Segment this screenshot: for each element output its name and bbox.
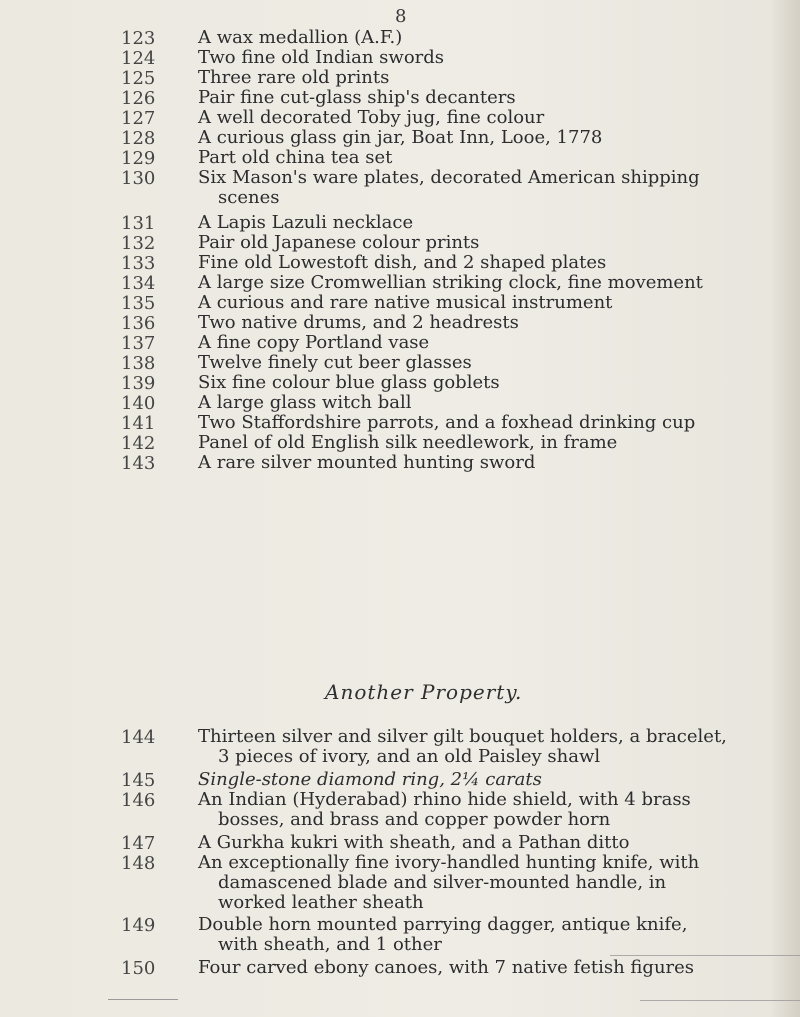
lot-description: Pair fine cut-glass ship's decanters xyxy=(198,87,516,108)
lot-number: 143 xyxy=(121,453,156,474)
lot-number: 128 xyxy=(121,128,156,149)
lot-number: 137 xyxy=(121,333,156,354)
lot-description: A large glass witch ball xyxy=(198,392,412,413)
lot-number: 126 xyxy=(121,88,156,109)
lot-number: 142 xyxy=(121,433,156,454)
lot-number: 147 xyxy=(121,833,156,854)
lot-description-line: scenes xyxy=(218,187,280,208)
lot-description: Single-stone diamond ring, 2¼ carats xyxy=(198,769,542,790)
lot-description xyxy=(198,168,700,208)
page-edge-shadow xyxy=(770,0,800,1017)
lot-description: A well decorated Toby jug, fine colour xyxy=(198,107,545,128)
lot-number: 149 xyxy=(121,915,156,936)
lot-description: Three rare old prints xyxy=(198,67,390,88)
lot-description: Six fine colour blue glass goblets xyxy=(198,372,500,393)
lot-number: 123 xyxy=(121,28,156,49)
lot-description-line: An Indian (Hyderabad) rhino hide shield, with 4 brass xyxy=(198,789,691,810)
lot-number: 129 xyxy=(121,148,156,169)
lot-number: 127 xyxy=(121,108,156,129)
lot-number: 124 xyxy=(121,48,156,69)
pencil-underline xyxy=(640,1000,800,1001)
lot-description xyxy=(198,727,727,767)
lot-description: A curious glass gin jar, Boat Inn, Looe, 1778 xyxy=(198,127,603,148)
lot-number: 132 xyxy=(121,233,156,254)
page-number: 8 xyxy=(395,6,407,27)
lot-description xyxy=(198,853,699,913)
lot-number: 125 xyxy=(121,68,156,89)
lot-number: 135 xyxy=(121,293,156,314)
lot-description-line: with sheath, and 1 other xyxy=(218,934,442,955)
lot-number: 131 xyxy=(121,213,156,234)
lot-description: A Lapis Lazuli necklace xyxy=(198,212,414,233)
lot-description-line: bosses, and brass and copper powder horn xyxy=(218,809,611,830)
lot-description-line: damascened blade and silver-mounted handle, in xyxy=(218,872,667,893)
lot-description-line: An exceptionally fine ivory-handled hunting knife, with xyxy=(198,852,700,873)
lot-number: 150 xyxy=(121,958,156,979)
lot-description: Panel of old English silk needlework, in frame xyxy=(198,432,618,453)
lot-description: Twelve finely cut beer glasses xyxy=(198,352,472,373)
pencil-underline xyxy=(610,955,800,956)
lot-description: A large size Cromwellian striking clock, fine movement xyxy=(198,272,703,293)
lot-description-line: Thirteen silver and silver gilt bouquet holders, a bracelet, xyxy=(198,726,727,747)
lot-description-line: 3 pieces of ivory, and an old Paisley shawl xyxy=(218,746,601,767)
lot-description: Two fine old Indian swords xyxy=(198,47,445,68)
lot-number: 139 xyxy=(121,373,156,394)
lot-description: Two native drums, and 2 headrests xyxy=(198,312,519,333)
margin-pencil-mark xyxy=(108,977,178,1000)
lot-number: 133 xyxy=(121,253,156,274)
lot-number: 146 xyxy=(121,790,156,811)
lot-description: A curious and rare native musical instrument xyxy=(198,292,613,313)
lot-description xyxy=(198,790,691,830)
lot-description: A rare silver mounted hunting sword xyxy=(198,452,536,473)
lot-number: 130 xyxy=(121,168,156,189)
lot-description-line: Six Mason's ware plates, decorated American shipping xyxy=(198,167,700,188)
lot-description: Part old china tea set xyxy=(198,147,393,168)
lot-number: 148 xyxy=(121,853,156,874)
lot-description: Pair old Japanese colour prints xyxy=(198,232,480,253)
lot-number: 136 xyxy=(121,313,156,334)
lot-description: Four carved ebony canoes, with 7 native fetish figures xyxy=(198,957,695,978)
lot-description xyxy=(198,915,687,955)
lot-number: 141 xyxy=(121,413,156,434)
lot-number: 134 xyxy=(121,273,156,294)
lot-number: 140 xyxy=(121,393,156,414)
lot-number: 145 xyxy=(121,770,156,791)
lot-description-line: worked leather sheath xyxy=(218,892,424,913)
lot-description: A fine copy Portland vase xyxy=(198,332,430,353)
lot-description: A wax medallion (A.F.) xyxy=(198,27,403,48)
lot-number: 138 xyxy=(121,353,156,374)
lot-description: Fine old Lowestoft dish, and 2 shaped plates xyxy=(198,252,607,273)
lot-description: A Gurkha kukri with sheath, and a Pathan ditto xyxy=(198,832,630,853)
section-heading: Another Property. xyxy=(325,680,523,704)
lot-number: 144 xyxy=(121,727,156,748)
lot-description: Two Staffordshire parrots, and a foxhead drinking cup xyxy=(198,412,696,433)
lot-description-line: Double horn mounted parrying dagger, antique knife, xyxy=(198,914,688,935)
